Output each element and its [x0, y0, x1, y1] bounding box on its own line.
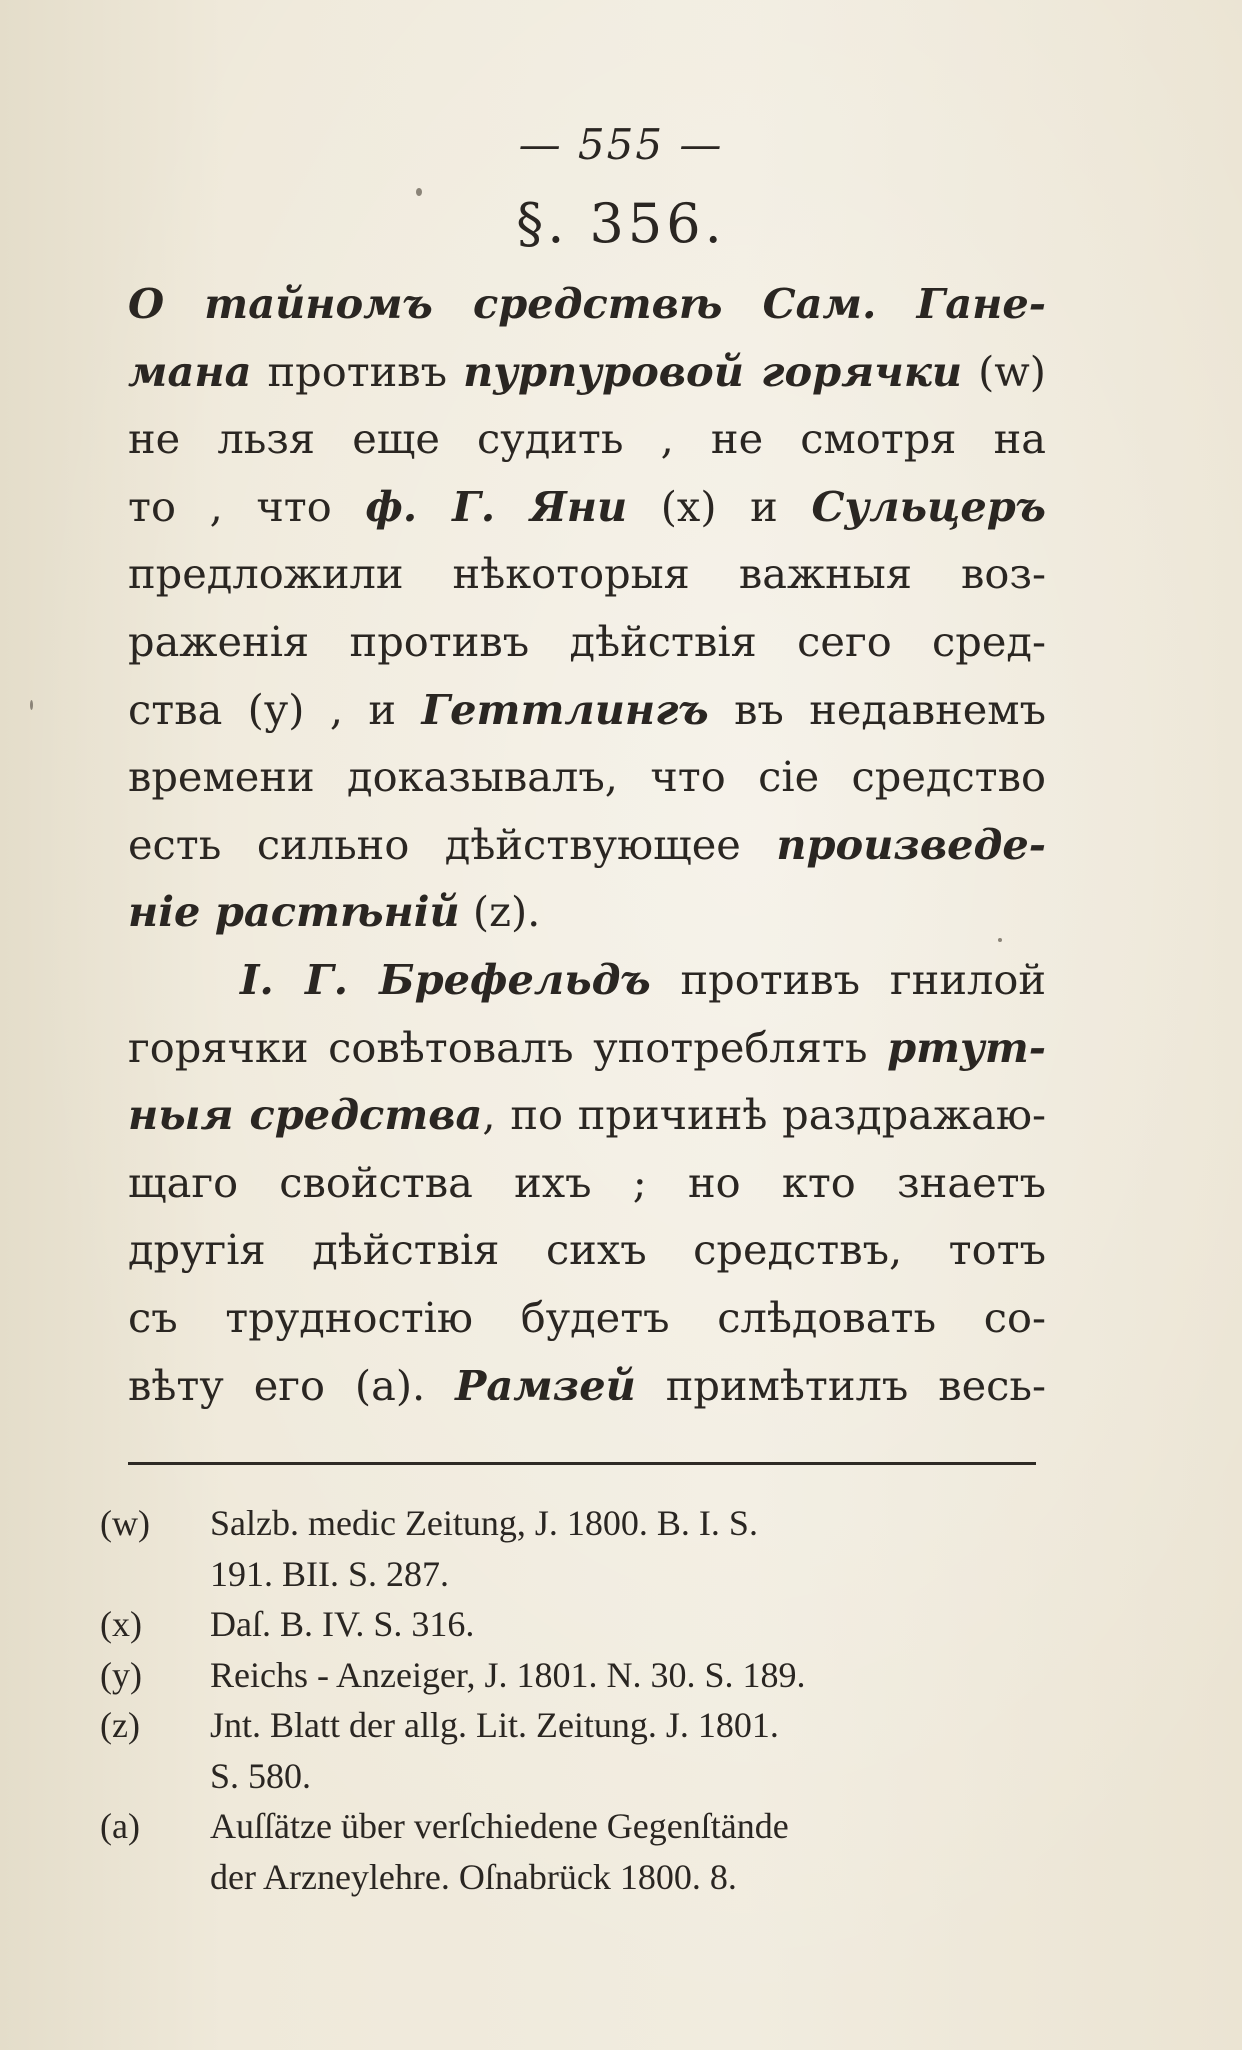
footnote-mark: (w)	[100, 1503, 150, 1543]
section-heading: §. 356.	[516, 192, 726, 255]
text-run: , по причинѣ раздражаю-	[482, 1090, 1046, 1140]
footnote-mark: (y)	[100, 1654, 142, 1695]
text-run: щаго свойства ихъ ; но кто знаетъ	[128, 1157, 1046, 1207]
text-run: (z).	[459, 887, 541, 937]
body-line	[128, 540, 1046, 608]
body-line	[128, 338, 1046, 406]
footnote-text: Jnt. Blatt der allg. Lit. Zeitung. J. 1801.	[210, 1705, 779, 1745]
text-run: есть сильно дѣйствующее	[128, 819, 777, 869]
body-text	[128, 270, 1046, 1419]
footnote-text: Reichs - Anzeiger, J. 1801. N. 30. S. 189.	[210, 1654, 806, 1695]
text-run: предложили нѣкоторыя важныя воз-	[128, 549, 1046, 599]
footnote-text: Salzb. medic Zeitung, J. 1800. B. I. S.	[210, 1503, 758, 1543]
footnotes	[100, 1498, 1040, 1902]
footnote-text: Auſſätze über verſchiedene Gegenſtände	[210, 1806, 789, 1846]
body-line	[128, 878, 1046, 946]
italic-run: ртут-	[887, 1022, 1046, 1072]
italic-run: Рамзей	[455, 1360, 636, 1410]
footnote-mark: (x)	[100, 1604, 142, 1644]
text-run: противъ	[251, 346, 464, 396]
text-run: примѣтилъ весь-	[635, 1360, 1046, 1410]
italic-run: произведе-	[776, 819, 1046, 869]
text-run: противъ гнилой	[650, 954, 1046, 1004]
body-line	[128, 1352, 1046, 1420]
text-run: (x) и	[627, 481, 812, 531]
footnote	[100, 1498, 1040, 1599]
body-line	[128, 473, 1046, 541]
body-line	[128, 1284, 1046, 1352]
italic-run: пурпуровой горячки	[463, 346, 963, 396]
text-run: раженія противъ дѣйствія сего сред-	[128, 616, 1046, 666]
body-line	[128, 1081, 1046, 1149]
footnote-text: 191. BII. S. 287.	[210, 1553, 450, 1594]
body-line	[128, 405, 1046, 473]
text-run: не льзя еще судить , не смотря на	[128, 414, 1046, 464]
body-line	[128, 743, 1046, 811]
text-run: то , что	[128, 481, 366, 531]
footnote	[100, 1700, 1040, 1801]
paper-speck	[998, 938, 1002, 942]
footnote-text: S. 580.	[210, 1755, 312, 1796]
paper-speck	[416, 188, 422, 196]
footnote-mark: (z)	[100, 1705, 140, 1745]
footnote-divider	[128, 1462, 1036, 1465]
italic-run: ф. Г. Яни	[365, 481, 628, 531]
italic-run: мана	[128, 346, 252, 396]
text-run: вѣту его (а).	[128, 1360, 456, 1410]
text-run: ства (у) , и	[128, 684, 422, 734]
text-run: (w)	[962, 346, 1046, 396]
text-run: времени доказывалъ, что сіе средство	[128, 752, 1046, 802]
italic-run: О тайномъ средствѣ Сам. Гане-	[128, 279, 1046, 328]
text-run: съ трудностію будетъ слѣдовать со-	[128, 1292, 1046, 1342]
italic-run: ніе растѣній	[128, 887, 460, 937]
italic-run: Сульцеръ	[811, 481, 1046, 531]
italic-run: І. Г. Брефельдъ	[240, 954, 651, 1004]
footnote	[100, 1801, 1040, 1902]
body-line	[128, 1149, 1046, 1217]
body-line	[128, 1014, 1046, 1082]
body-line	[128, 1216, 1046, 1284]
footnote-mark: (a)	[100, 1806, 140, 1846]
body-line	[128, 676, 1046, 744]
page-number: — 555 —	[518, 120, 724, 169]
body-line	[128, 946, 1046, 1014]
italic-run: ныя средства	[128, 1090, 483, 1140]
body-line	[128, 608, 1046, 676]
footnote	[100, 1599, 1040, 1650]
body-line	[128, 811, 1046, 879]
italic-run: Геттлингъ	[421, 684, 709, 734]
body-line	[128, 270, 1046, 338]
footnote-text: Daſ. B. IV. S. 316.	[210, 1604, 475, 1644]
text-run: горячки совѣтовалъ употреблять	[128, 1022, 888, 1072]
footnote-text: der Arzneylehre. Oſnabrück 1800. 8.	[210, 1856, 737, 1897]
text-run: въ недавнемъ	[708, 684, 1046, 734]
footnote	[100, 1650, 1040, 1701]
paper-speck	[30, 700, 33, 710]
text-run: другія дѣйствія сихъ средствъ, тотъ	[128, 1225, 1046, 1275]
